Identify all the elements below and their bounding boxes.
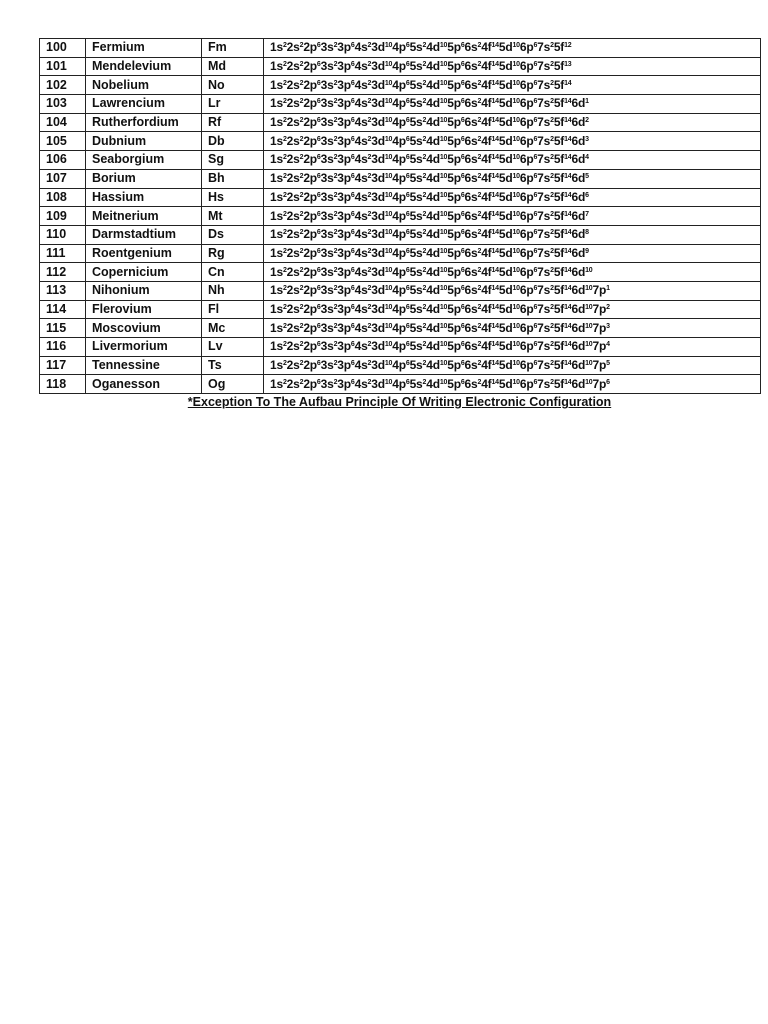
electron-configuration-cell: $1s^22s^22p^63s^23p^64s^23d^{10}4p^65s^24d^{10}5p^66s^24f^{14}5d^{10}6p^67s^25f^{14}6d^8$: [264, 225, 761, 244]
atomic-number-cell: 117: [40, 356, 86, 375]
atomic-number-cell: 105: [40, 132, 86, 151]
electron-configuration-cell: $1s^22s^22p^63s^23p^64s^23d^{10}4p^65s^24d^{10}5p^66s^24f^{14}5d^{10}6p^67s^25f^{14}6d^{10}7p^5$: [264, 356, 761, 375]
atomic-number-cell: 108: [40, 188, 86, 207]
element-symbol-cell: Bh: [202, 169, 264, 188]
element-symbol-cell: Fl: [202, 300, 264, 319]
atomic-number-cell: 104: [40, 113, 86, 132]
table-row: [40, 151, 761, 170]
element-symbol-cell: Fm: [202, 39, 264, 58]
atomic-number-cell: 114: [40, 300, 86, 319]
electron-configuration-cell: $1s^22s^22p^63s^23p^64s^23d^{10}4p^65s^24d^{10}5p^66s^24f^{14}5d^{10}6p^67s^25f^{14}6d^{10}7p^1$: [264, 281, 761, 300]
element-name-cell: Rutherfordium: [86, 113, 202, 132]
table-row: [40, 356, 761, 375]
element-name-cell: Oganesson: [86, 375, 202, 394]
atomic-number-cell: 109: [40, 207, 86, 226]
electron-configuration-cell: $1s^22s^22p^63s^23p^64s^23d^{10}4p^65s^24d^{10}5p^66s^24f^{14}5d^{10}6p^67s^25f^{14}6d^1$: [264, 95, 761, 114]
element-symbol-cell: Ts: [202, 356, 264, 375]
document-sheet: [39, 38, 760, 409]
element-name-cell: Dubnium: [86, 132, 202, 151]
table-row: [40, 132, 761, 151]
element-symbol-cell: Lr: [202, 95, 264, 114]
element-name-cell: Nobelium: [86, 76, 202, 95]
electron-configuration-cell: $1s^22s^22p^63s^23p^64s^23d^{10}4p^65s^24d^{10}5p^66s^24f^{14}5d^{10}6p^67s^25f^{14}6d^5$: [264, 169, 761, 188]
atomic-number-cell: 116: [40, 338, 86, 357]
element-symbol-cell: Rf: [202, 113, 264, 132]
element-symbol-cell: Rg: [202, 244, 264, 263]
element-name-cell: Nihonium: [86, 281, 202, 300]
electron-configuration-cell: $1s^22s^22p^63s^23p^64s^23d^{10}4p^65s^24d^{10}5p^66s^24f^{14}5d^{10}6p^67s^25f^{14}6d^{10}$: [264, 263, 761, 282]
element-symbol-cell: Cn: [202, 263, 264, 282]
electron-configuration-cell: $1s^22s^22p^63s^23p^64s^23d^{10}4p^65s^24d^{10}5p^66s^24f^{14}5d^{10}6p^67s^25f^{14}6d^3$: [264, 132, 761, 151]
electron-configuration-cell: $1s^22s^22p^63s^23p^64s^23d^{10}4p^65s^24d^{10}5p^66s^24f^{14}5d^{10}6p^67s^25f^{14}6d^6$: [264, 188, 761, 207]
table-row: [40, 263, 761, 282]
element-name-cell: Borium: [86, 169, 202, 188]
electron-configuration-cell: $1s^22s^22p^63s^23p^64s^23d^{10}4p^65s^24d^{10}5p^66s^24f^{14}5d^{10}6p^67s^25f^{14}6d^{10}7p^4$: [264, 338, 761, 357]
atomic-number-cell: 103: [40, 95, 86, 114]
table-row: [40, 39, 761, 58]
table-row: [40, 281, 761, 300]
element-name-cell: Fermium: [86, 39, 202, 58]
element-name-cell: Tennessine: [86, 356, 202, 375]
table-row: [40, 113, 761, 132]
footnote: *Exception To The Aufbau Principle Of Writing Electronic Configuration: [187, 395, 612, 410]
electron-configuration-cell: $1s^22s^22p^63s^23p^64s^23d^{10}4p^65s^24d^{10}5p^66s^24f^{14}5d^{10}6p^67s^25f^{13}$: [264, 57, 761, 76]
table-row: [40, 95, 761, 114]
element-name-cell: Lawrencium: [86, 95, 202, 114]
table-row: [40, 188, 761, 207]
element-name-cell: Meitnerium: [86, 207, 202, 226]
atomic-number-cell: 102: [40, 76, 86, 95]
element-name-cell: Darmstadtium: [86, 225, 202, 244]
atomic-number-cell: 113: [40, 281, 86, 300]
element-symbol-cell: Lv: [202, 338, 264, 357]
element-symbol-cell: Db: [202, 132, 264, 151]
element-symbol-cell: Nh: [202, 281, 264, 300]
electron-configuration-cell: $1s^22s^22p^63s^23p^64s^23d^{10}4p^65s^24d^{10}5p^66s^24f^{14}5d^{10}6p^67s^25f^{14}6d^{10}7p^2$: [264, 300, 761, 319]
electron-configuration-cell: $1s^22s^22p^63s^23p^64s^23d^{10}4p^65s^24d^{10}5p^66s^24f^{14}5d^{10}6p^67s^25f^{14}6d^{10}7p^3$: [264, 319, 761, 338]
atomic-number-cell: 100: [40, 39, 86, 58]
element-symbol-cell: Md: [202, 57, 264, 76]
element-name-cell: Moscovium: [86, 319, 202, 338]
table-row: [40, 207, 761, 226]
element-name-cell: Seaborgium: [86, 151, 202, 170]
electron-configuration-cell: $1s^22s^22p^63s^23p^64s^23d^{10}4p^65s^24d^{10}5p^66s^24f^{14}5d^{10}6p^67s^25f^{14}6d^{10}7p^6$: [264, 375, 761, 394]
element-symbol-cell: Mt: [202, 207, 264, 226]
element-table-body: [40, 39, 761, 394]
table-row: [40, 338, 761, 357]
element-symbol-cell: Og: [202, 375, 264, 394]
atomic-number-cell: 107: [40, 169, 86, 188]
element-name-cell: Flerovium: [86, 300, 202, 319]
atomic-number-cell: 110: [40, 225, 86, 244]
element-name-cell: Livermorium: [86, 338, 202, 357]
element-symbol-cell: Hs: [202, 188, 264, 207]
element-name-cell: Roentgenium: [86, 244, 202, 263]
electron-configuration-cell: $1s^22s^22p^63s^23p^64s^23d^{10}4p^65s^24d^{10}5p^66s^24f^{14}5d^{10}6p^67s^25f^{14}6d^7$: [264, 207, 761, 226]
element-symbol-cell: No: [202, 76, 264, 95]
atomic-number-cell: 101: [40, 57, 86, 76]
element-name-cell: Hassium: [86, 188, 202, 207]
element-table: [39, 38, 761, 394]
atomic-number-cell: 115: [40, 319, 86, 338]
table-row: [40, 375, 761, 394]
element-name-cell: Copernicium: [86, 263, 202, 282]
electron-configuration-cell: $1s^22s^22p^63s^23p^64s^23d^{10}4p^65s^24d^{10}5p^66s^24f^{14}5d^{10}6p^67s^25f^{12}$: [264, 39, 761, 58]
electron-configuration-cell: $1s^22s^22p^63s^23p^64s^23d^{10}4p^65s^24d^{10}5p^66s^24f^{14}5d^{10}6p^67s^25f^{14}6d^9$: [264, 244, 761, 263]
table-row: [40, 319, 761, 338]
electron-configuration-cell: $1s^22s^22p^63s^23p^64s^23d^{10}4p^65s^24d^{10}5p^66s^24f^{14}5d^{10}6p^67s^25f^{14}6d^4$: [264, 151, 761, 170]
element-name-cell: Mendelevium: [86, 57, 202, 76]
atomic-number-cell: 111: [40, 244, 86, 263]
atomic-number-cell: 118: [40, 375, 86, 394]
electron-configuration-cell: $1s^22s^22p^63s^23p^64s^23d^{10}4p^65s^24d^{10}5p^66s^24f^{14}5d^{10}6p^67s^25f^{14}6d^2$: [264, 113, 761, 132]
table-row: [40, 76, 761, 95]
element-symbol-cell: Mc: [202, 319, 264, 338]
electron-configuration-cell: $1s^22s^22p^63s^23p^64s^23d^{10}4p^65s^24d^{10}5p^66s^24f^{14}5d^{10}6p^67s^25f^{14}$: [264, 76, 761, 95]
table-row: [40, 300, 761, 319]
table-row: [40, 244, 761, 263]
table-row: [40, 57, 761, 76]
atomic-number-cell: 112: [40, 263, 86, 282]
atomic-number-cell: 106: [40, 151, 86, 170]
table-row: [40, 225, 761, 244]
element-symbol-cell: Ds: [202, 225, 264, 244]
element-symbol-cell: Sg: [202, 151, 264, 170]
table-row: [40, 169, 761, 188]
